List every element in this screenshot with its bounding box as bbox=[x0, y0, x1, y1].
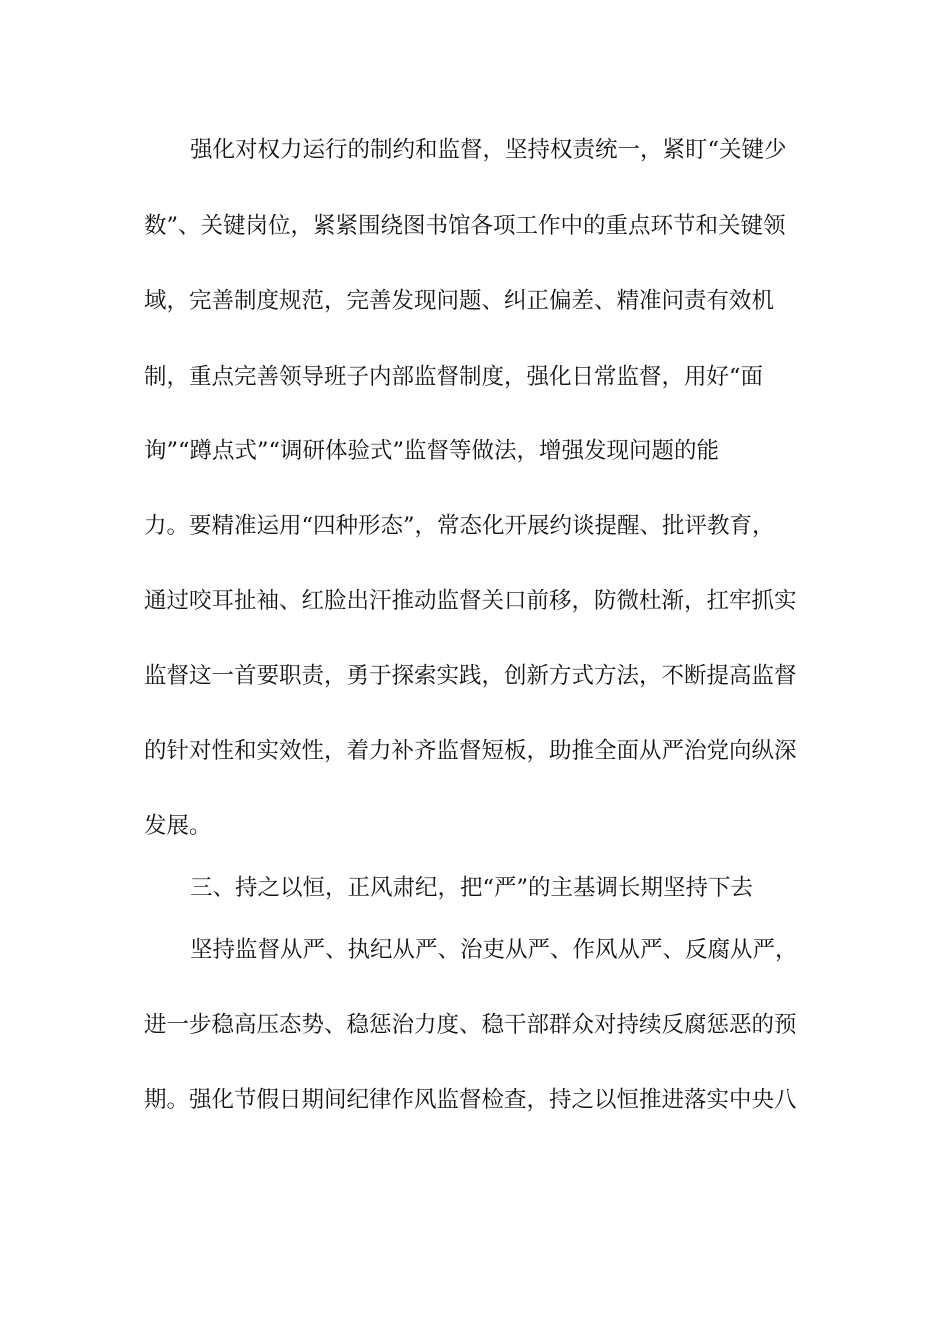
section-heading-line bbox=[0, 868, 950, 908]
paragraph-line bbox=[0, 431, 950, 471]
paragraph-line bbox=[0, 206, 950, 246]
paragraph-text: 数”、关键岗位，紧紧围绕图书馆各项工作中的重点环节和关键领 bbox=[144, 213, 786, 239]
paragraph-text: 询”“蹲点式”“调研体验式”监督等做法，增强发现问题的能 bbox=[144, 438, 720, 464]
paragraph-line bbox=[0, 806, 950, 846]
paragraph-text: 发展。 bbox=[144, 813, 212, 839]
paragraph-line bbox=[0, 357, 950, 397]
paragraph-text: 力。要精准运用“四种形态”，常态化开展约谈提醒、批评教育， bbox=[144, 513, 775, 539]
paragraph-line bbox=[0, 1080, 950, 1120]
paragraph-line bbox=[0, 581, 950, 621]
paragraph-line bbox=[0, 506, 950, 546]
paragraph-text: 域，完善制度规范，完善发现问题、纠正偏差、精准问责有效机 bbox=[144, 288, 775, 314]
paragraph-line bbox=[0, 930, 950, 970]
paragraph-text: 制，重点完善领导班子内部监督制度，强化日常监督，用好“面 bbox=[144, 364, 764, 390]
paragraph-text: 监督这一首要职责，勇于探索实践，创新方式方法，不断提高监督 bbox=[144, 663, 797, 689]
section-heading: 三、持之以恒，正风肃纪，把“严”的主基调长期坚持下去 bbox=[190, 875, 754, 901]
paragraph-text: 坚持监督从严、执纪从严、治吏从严、作风从严、反腐从严， bbox=[190, 937, 798, 963]
paragraph-text: 进一步稳高压态势、稳惩治力度、稳干部群众对持续反腐惩恶的预 bbox=[144, 1012, 797, 1038]
paragraph-text: 强化对权力运行的制约和监督，坚持权责统一，紧盯“关键少 bbox=[190, 137, 787, 163]
paragraph-text: 期。强化节假日期间纪律作风监督检查，持之以恒推进落实中央八 bbox=[144, 1087, 797, 1113]
paragraph-line bbox=[0, 656, 950, 696]
paragraph-line bbox=[0, 731, 950, 771]
paragraph-line bbox=[0, 130, 950, 170]
paragraph-line bbox=[0, 1005, 950, 1045]
paragraph-text: 的针对性和实效性，着力补齐监督短板，助推全面从严治党向纵深 bbox=[144, 738, 797, 764]
paragraph-line bbox=[0, 281, 950, 321]
paragraph-text: 通过咬耳扯袖、红脸出汗推动监督关口前移，防微杜渐，扛牢抓实 bbox=[144, 588, 797, 614]
